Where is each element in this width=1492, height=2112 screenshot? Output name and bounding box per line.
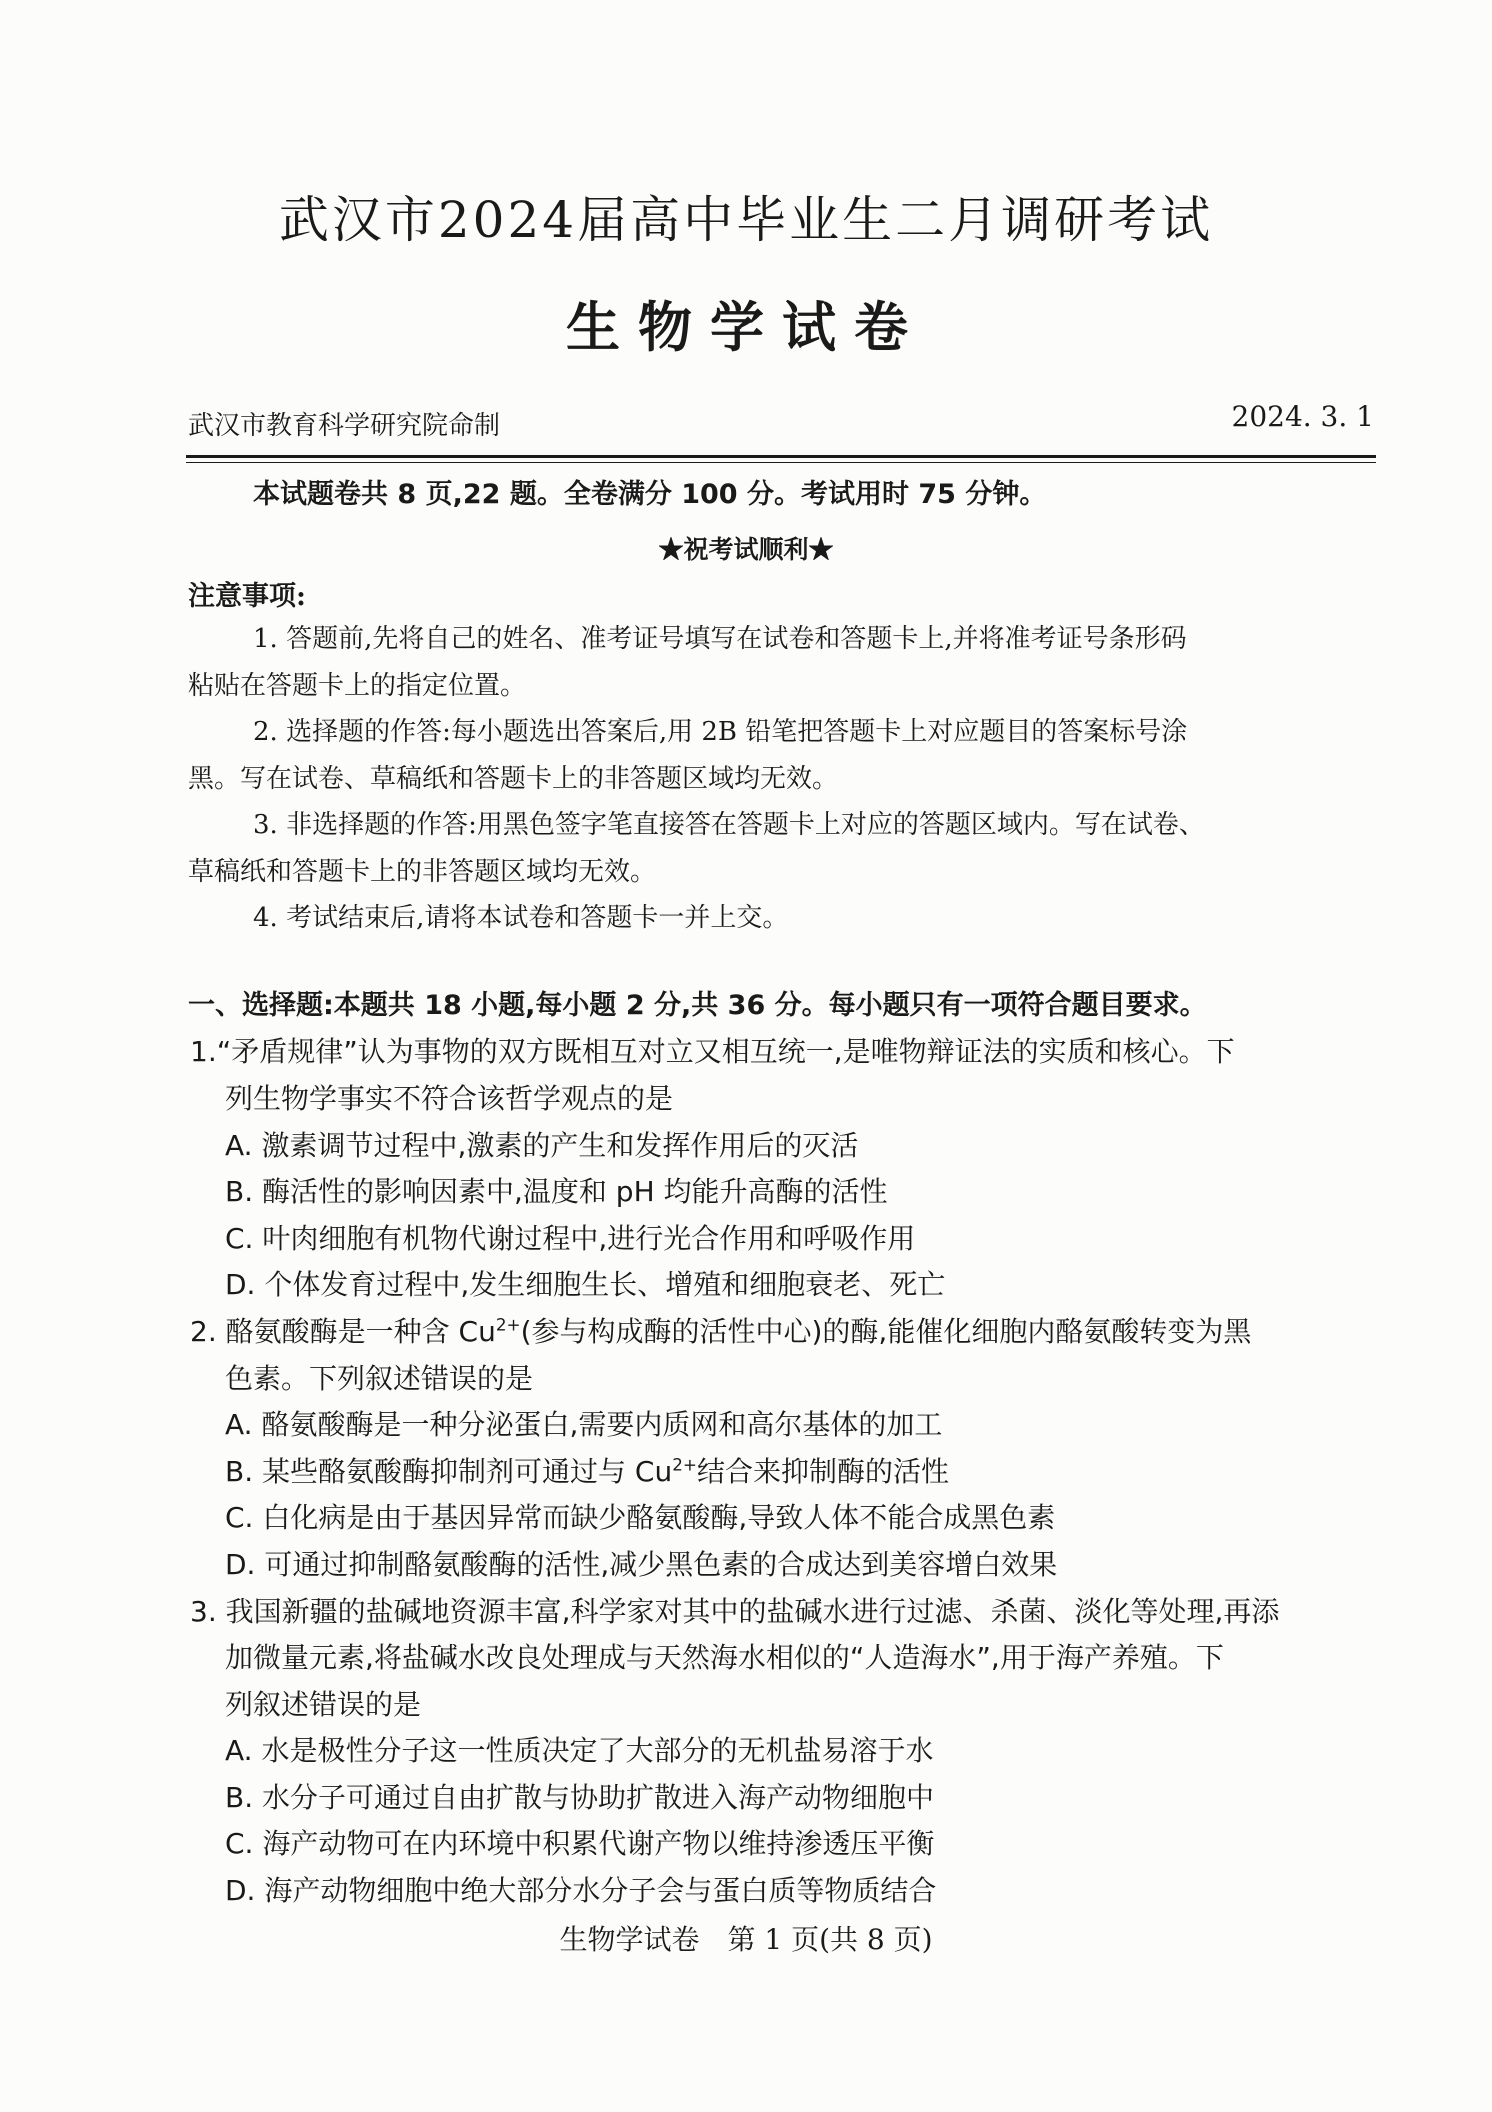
option-d: D. 可通过抑制酪氨酸酶的活性,减少黑色素的合成达到美容增白效果 [225,1548,1058,1581]
exam-subject-title: 生物学试卷 [566,296,926,359]
notes-heading: 注意事项: [188,581,306,612]
note-line: 4. 考试结束后,请将本试卷和答题卡一并上交。 [253,903,789,933]
header-divider-thick [186,455,1376,458]
question-stem [190,1310,1251,1350]
question-stem-part: (参与构成酶的活性中心)的酶,能催化细胞内酪氨酸转变为黑 [520,1315,1252,1348]
header-divider-thin [186,462,1376,463]
option-a: A. 酪氨酸酶是一种分泌蛋白,需要内质网和高尔基体的加工 [225,1408,943,1441]
option-text-part: B. 某些酪氨酸酶抑制剂可通过与 Cu [225,1455,673,1488]
question-stem: 加微量元素,将盐碱水改良处理成与天然海水相似的“人造海水”,用于海产养殖。下 [225,1641,1224,1674]
note-line: 2. 选择题的作答:每小题选出答案后,用 2B 铅笔把答题卡上对应题目的答案标号涂 [253,717,1188,747]
exam-title: 武汉市2024届高中毕业生二月调研考试 [278,191,1214,249]
question-stem: 色素。下列叙述错误的是 [225,1362,534,1395]
question-stem: 列生物学事实不符合该哲学观点的是 [225,1082,674,1115]
question-stem: 列叙述错误的是 [225,1688,422,1721]
note-line: 草稿纸和答题卡上的非答题区域均无效。 [188,857,657,887]
question-stem: 3. 我国新疆的盐碱地资源丰富,科学家对其中的盐碱水进行过滤、杀菌、淡化等处理,再添 [190,1595,1280,1628]
issuer-text: 武汉市教育科学研究院命制 [188,411,501,441]
option-a: A. 水是极性分子这一性质决定了大部分的无机盐易溶于水 [225,1734,934,1767]
option-c: C. 海产动物可在内环境中积累代谢产物以维持渗透压平衡 [225,1827,935,1860]
page-footer: 生物学试卷 第 1 页(共 8 页) [559,1923,933,1956]
option-d: D. 海产动物细胞中绝大部分水分子会与蛋白质等物质结合 [225,1874,937,1907]
section-heading: 一、选择题:本题共 18 小题,每小题 2 分,共 36 分。每小题只有一项符合题目要求。 [188,990,1207,1021]
superscript: 2+ [672,1454,697,1475]
option-b: B. 水分子可通过自由扩散与协助扩散进入海产动物细胞中 [225,1781,935,1814]
option-b: B. 酶活性的影响因素中,温度和 pH 均能升高酶的活性 [225,1175,888,1208]
option-c: C. 白化病是由于基因异常而缺少酪氨酸酶,导致人体不能合成黑色素 [225,1501,1056,1534]
note-line: 3. 非选择题的作答:用黑色签字笔直接答在答题卡上对应的答题区域内。写在试卷、 [253,810,1205,840]
blessing-text: ★祝考试顺利★ [658,535,834,564]
question-stem-part: 2. 酪氨酸酶是一种含 Cu [190,1315,496,1348]
superscript: 2+ [495,1314,521,1335]
exam-date: 2024. 3. 1 [1231,400,1374,433]
option-c: C. 叶肉细胞有机物代谢过程中,进行光合作用和呼吸作用 [225,1222,916,1255]
note-line: 粘贴在答题卡上的指定位置。 [188,671,527,701]
note-line: 黑。写在试卷、草稿纸和答题卡上的非答题区域均无效。 [188,764,839,794]
option-d: D. 个体发育过程中,发生细胞生长、增殖和细胞衰老、死亡 [225,1268,946,1301]
option-a: A. 激素调节过程中,激素的产生和发挥作用后的灭活 [225,1129,859,1162]
question-stem: 1.“矛盾规律”认为事物的双方既相互对立又相互统一,是唯物辩证法的实质和核心。下 [190,1035,1235,1068]
note-line: 1. 答题前,先将自己的姓名、准考证号填写在试卷和答题卡上,并将准考证号条形码 [253,624,1187,654]
option-b [225,1450,949,1490]
option-text-part: 结合来抑制酶的活性 [696,1455,949,1488]
exam-info: 本试题卷共 8 页,22 题。全卷满分 100 分。考试用时 75 分钟。 [253,479,1047,510]
